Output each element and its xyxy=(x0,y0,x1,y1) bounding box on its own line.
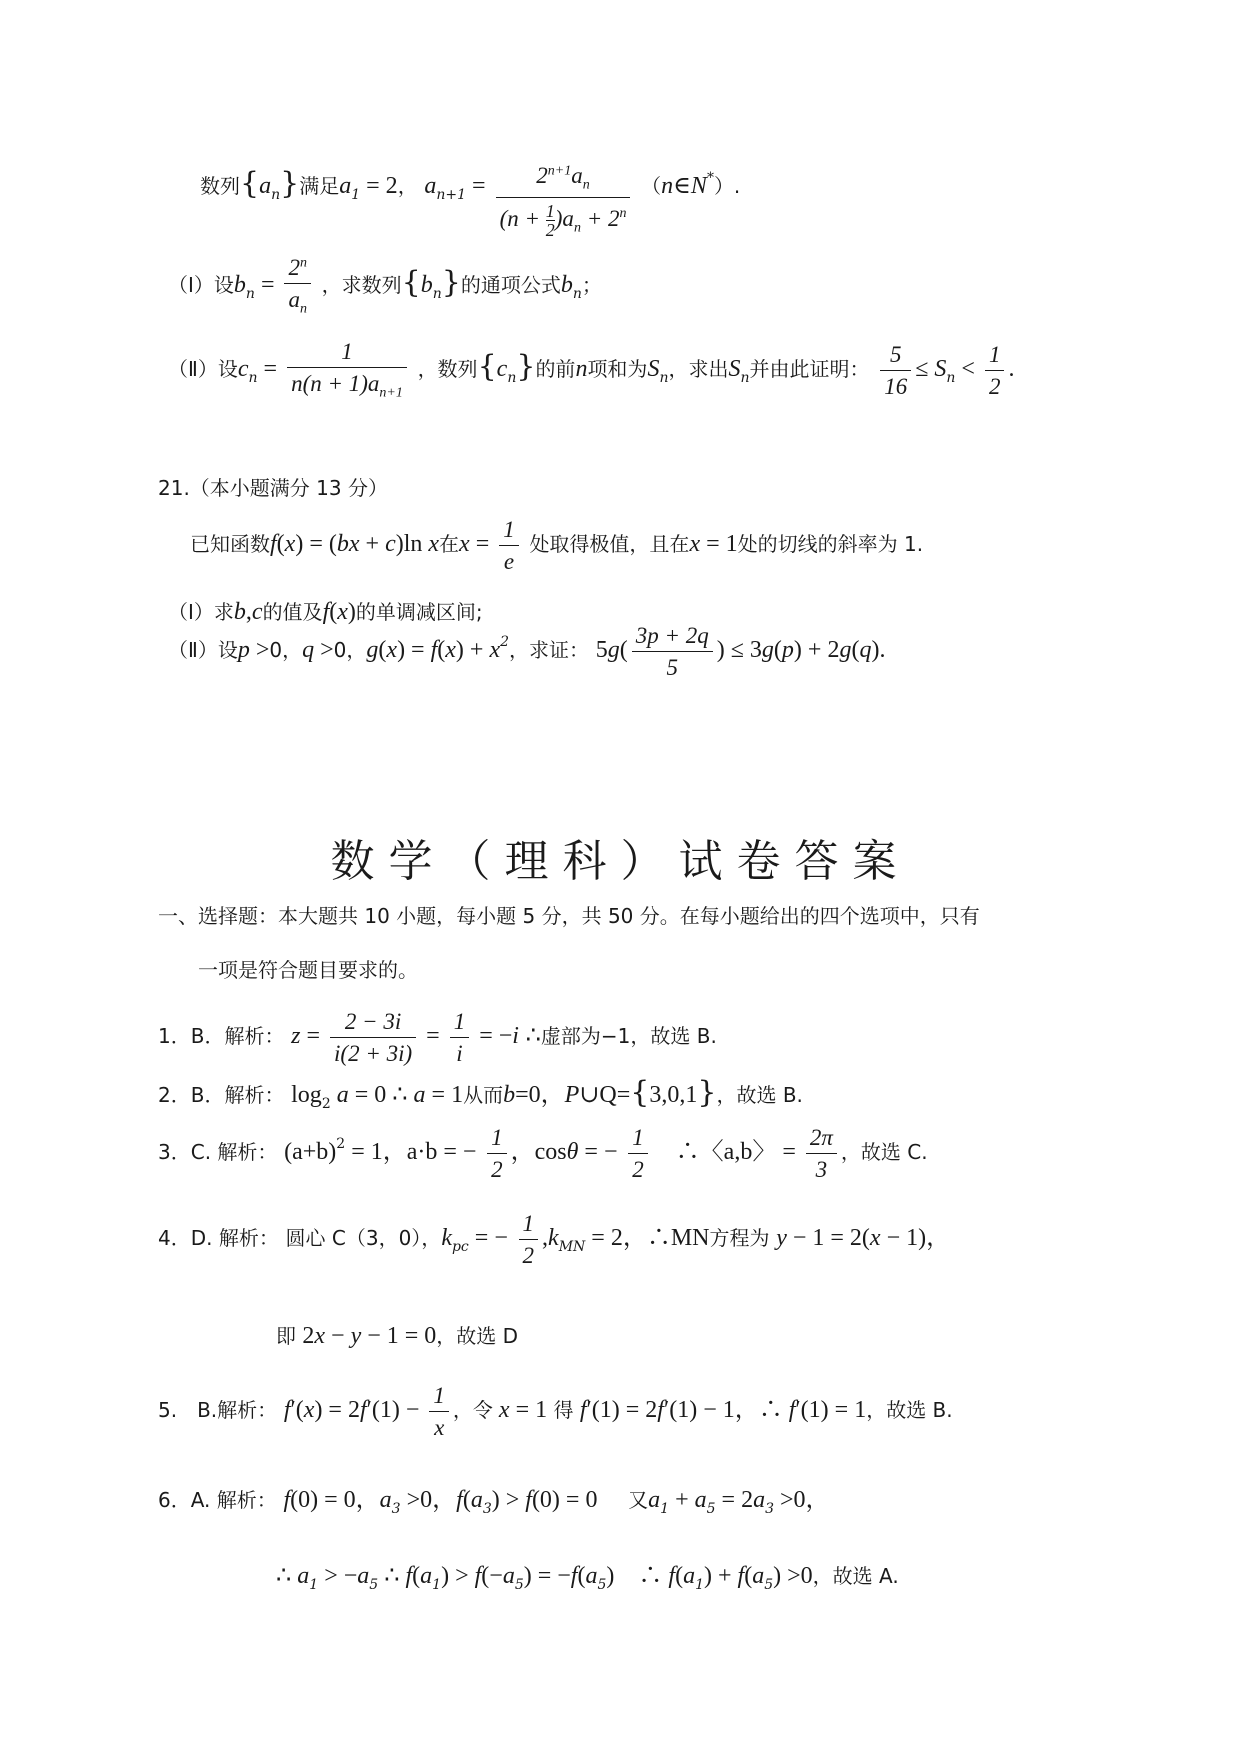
q21-header xyxy=(158,478,388,499)
answer-3-line: 3．C. 解析： $(a+b)^2 = 1$，a·b = − $\frac{1}{2}$ ，cosθ = − $\frac{1}{2}$ ∴〈a,b〉 = $\frac{2\pi}{3}$ ，故选 C. xyxy=(158,1125,928,1182)
answer-6-num: 6．A. 解析： xyxy=(158,1488,277,1512)
answer-4-cont: 即 2x − y − 1 = 0，故选 D xyxy=(276,1323,519,1349)
answer-title xyxy=(0,825,1241,889)
section1-line1 xyxy=(158,906,980,927)
answer-5-num: 5. B.解析： xyxy=(158,1398,278,1422)
answer-1: 1．B．解析： z = $\frac{2 - 3i}{i(2 + 3i)}$ = $\frac{1}{i}$ = −i ∴虚部为−1，故选 B. xyxy=(158,1009,717,1066)
answer-6: 6．A. 解析： f(0) = 0，$a_3 >0$，$f(a_3) > f(0) = 0$ 又$a_1 + a_5 = 2a_3 >0$， xyxy=(158,1487,830,1517)
answer-3-num: 3．C. 解析： xyxy=(158,1140,278,1164)
q21-part2: （Ⅱ）设p >0，q >0，$g(x) = f(x) + x^2$，求证： 5g( $\frac{3p + 2q}{5}$ ) ≤ 3g(p) + 2g(q). xyxy=(168,623,886,680)
q21-header-text: 21.（本小题满分 13 分） xyxy=(158,476,388,500)
q20-statement: 数列$\{a_n\}$满足$a_1 = 2$， $a_{n+1}$ = $2^{n+1}a_n$ (n + $\frac{1}{2}$ )$a_n + 2^n$ （n∈N*）. xyxy=(200,163,741,240)
answer-4-num: 4．D. 解析： xyxy=(158,1226,279,1250)
answer-4: 4．D. 解析： 圆心 C（3，0），$k_{pc}$ = − $\frac{1}{2}$ $,k_{MN} = 2$，∴MN方程为 y − 1 = 2(x − 1)， xyxy=(158,1211,951,1268)
answer-1-num: 1．B．解析： xyxy=(158,1024,285,1048)
section1-line2 xyxy=(198,960,418,981)
answer-title-text: 数学（理科）试卷答案 xyxy=(330,836,911,887)
answer-6-cont: ∴ $a_1 > -a_5$ ∴ $f(a_1) > f(-a_5) = -f(a_5)$ ∴ $f(a_1) + f(a_5) >0$，故选 A. xyxy=(276,1563,899,1593)
q20-part1: （Ⅰ）设$b_n$ = $\frac{2^n}{a_n}$ ，求数列$\{b_n\}$的通项公式$b_n$； xyxy=(168,255,602,317)
q21-statement: 已知函数f(x) = (bx + c)ln x在x = $\frac{1}{e}$ 处取得极值，且在x = 1处的切线的斜率为 1. xyxy=(190,517,924,574)
answer-2: 2．B．解析： $\log_2 a = 0$ ∴ a = 1从而b=0，P∪Q={3,0,1}，故选 B. xyxy=(158,1075,803,1112)
section1-line2-text: 一项是符合题目要求的。 xyxy=(198,958,418,982)
answer-5: 5. B.解析： f′(x) = 2f′(1) − $\frac{1}{x}$ ，令 x = 1 得 f′(1) = 2f′(1) − 1，∴ f′(1) = 1，故选 B. xyxy=(158,1383,953,1440)
q20-part2: （Ⅱ）设$c_n$ = $\frac{1}{n(n + 1)a_{n+1}}$ ，数列$\{c_n\}$的前n项和为$S_n$，求出$S_n$并由此证明： $\frac{5}{16}$ ≤ $S_n$ < $\frac{1}{2}$ . xyxy=(168,339,1015,401)
section1-line1-text: 一、选择题：本大题共 10 小题，每小题 5 分，共 50 分。在每小题给出的四个选项中，只有 xyxy=(158,904,980,928)
answer-2-num: 2．B．解析： xyxy=(158,1083,285,1107)
q21-part1: （Ⅰ）求b,c的值及f(x)的单调减区间; xyxy=(168,599,483,625)
